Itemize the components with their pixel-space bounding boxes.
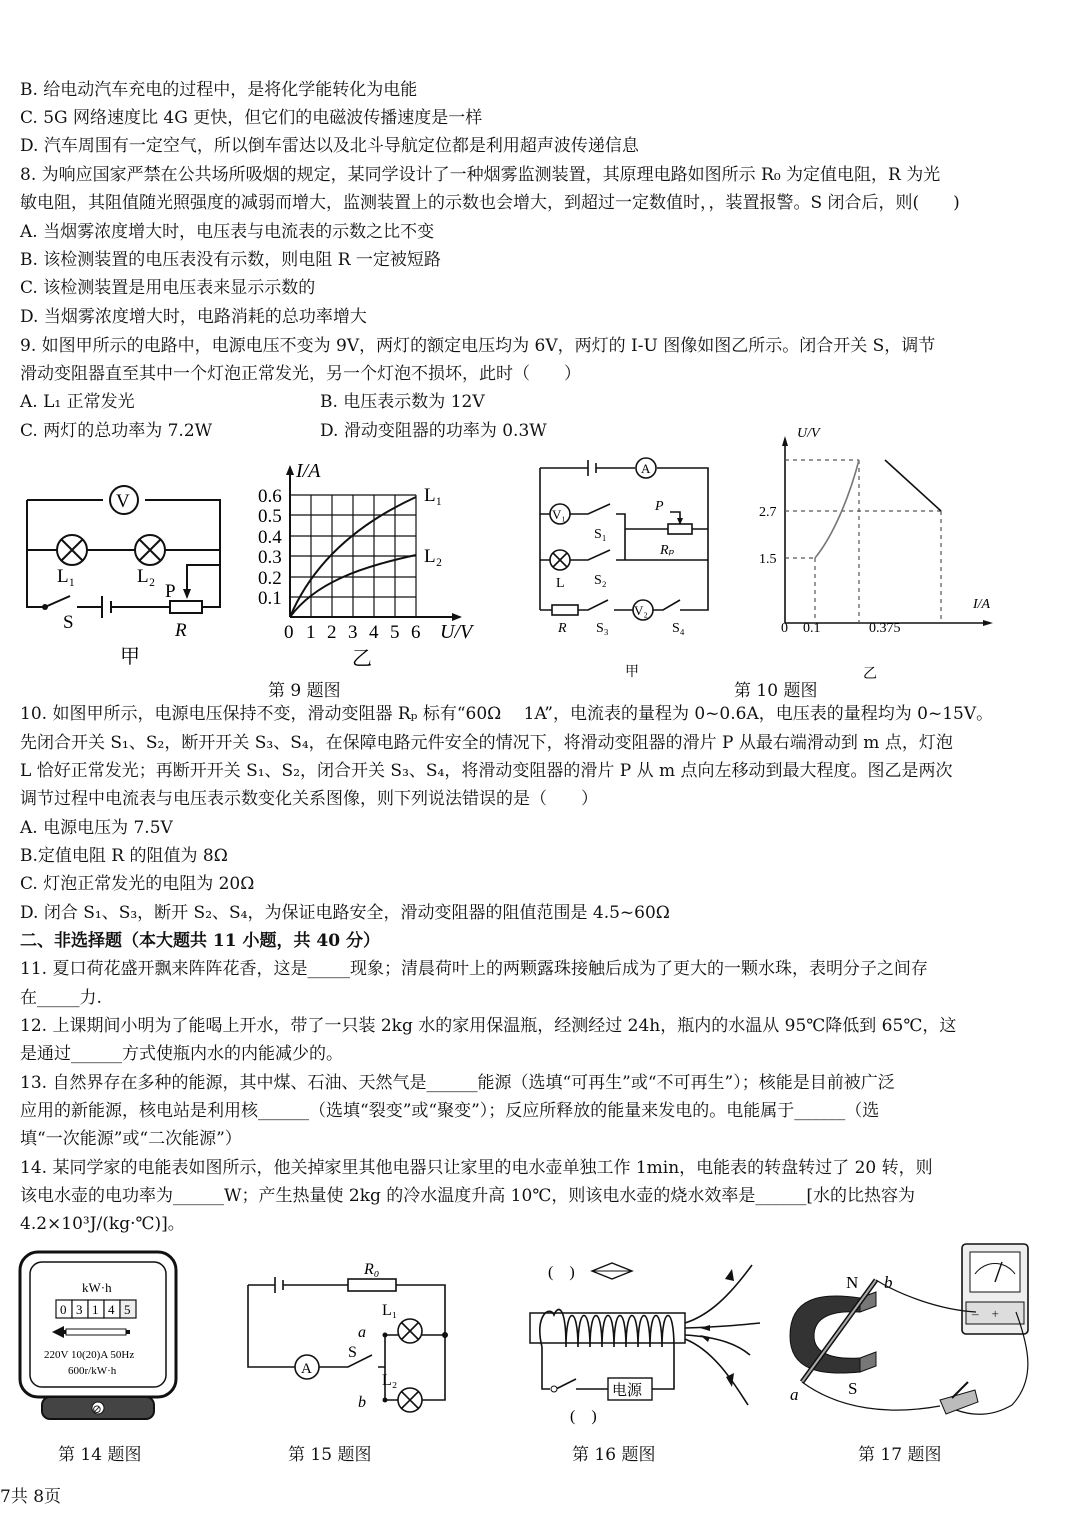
fig14-digit: 4 <box>108 1302 115 1317</box>
fig17-caption: 第 17 题图 <box>858 1445 942 1465</box>
fig15-r0-label: R₀ <box>364 1261 380 1278</box>
fig17-s-label: S <box>848 1379 858 1398</box>
q11-line-1: 11. 夏口荷花盛开飘来阵阵花香，这是_____现象；清晨荷叶上的两颗露珠接触后成为了更大的一颗水珠，表明分子之间存 <box>20 959 928 979</box>
q10-stem-4: 调节过程中电流表与电压表示数变化关系图像，则下列说法错误的是（ ） <box>20 789 598 809</box>
fig9-xtick: 3 <box>348 622 358 643</box>
fig17-n-label: N <box>846 1273 859 1292</box>
fig15-b-label: b <box>358 1394 366 1411</box>
fig9-jia-circuit <box>15 470 245 670</box>
fig9-series-l2: L₂ <box>424 546 443 567</box>
fig15-ammeter-label: A <box>301 1361 312 1377</box>
fig9-ytick: 0.1 <box>258 588 282 609</box>
fig9-xtick: 1 <box>306 622 316 643</box>
fig14-digit: 3 <box>76 1302 83 1317</box>
fig10-xtick: 0 <box>781 621 788 636</box>
q10-option-d: D. 闭合 S₁、S₃，断开 S₂、S₄，为保证电路安全，滑动变阻器的阻值范围是 4.5~60Ω <box>20 903 670 923</box>
q9-option-b: B. 电压表示数为 12V <box>320 392 485 412</box>
fig15-caption: 第 15 题图 <box>288 1445 372 1465</box>
section-heading: 二、非选择题（本大题共 11 小题，共 40 分） <box>20 931 380 951</box>
fig15-a-label: a <box>358 1324 366 1341</box>
fig14-unit: kW·h <box>82 1280 112 1295</box>
fig10-yi-graph <box>745 418 1005 683</box>
q9-option-a: A. L₁ 正常发光 <box>20 392 135 412</box>
fig10-rp-label: Rₚ <box>660 543 675 558</box>
fig9-yi-graph <box>250 455 490 670</box>
fig10-ytick: 2.7 <box>759 505 777 520</box>
q7-option-c: C. 5G 网络速度比 4G 更快，但它们的电磁波传播速度是一样 <box>20 108 483 128</box>
fig9-xtick: 6 <box>411 622 421 643</box>
q7-option-b: B. 给电动汽车充电的过程中，是将化学能转化为电能 <box>20 80 418 100</box>
fig9-ytick: 0.5 <box>258 506 282 527</box>
q11-line-2: 在_____力. <box>20 988 102 1008</box>
page-footer: 7共 8页 <box>0 1487 62 1507</box>
fig14-spec-1: 220V 10(20)A 50Hz <box>44 1349 135 1361</box>
fig10-xtick: 0.375 <box>869 621 901 636</box>
fig15-l2-label: L₂ <box>382 1372 398 1389</box>
fig10-r-label: R <box>558 621 567 636</box>
q10-option-b: B.定值电阻 R 的阻值为 8Ω <box>20 846 228 866</box>
fig9-xtick: 5 <box>390 622 400 643</box>
fig10-v2-label: V₂ <box>634 603 648 618</box>
q9-option-d: D. 滑动变阻器的功率为 0.3W <box>320 421 547 441</box>
fig10-s4-label: S₄ <box>672 621 685 636</box>
fig9-ylabel: I/A <box>296 460 321 482</box>
fig9-p-label: P <box>165 581 176 602</box>
q8-option-b: B. 该检测装置的电压表没有示数，则电阻 R 一定被短路 <box>20 250 441 270</box>
fig10-yi-label: 乙 <box>863 667 877 682</box>
q8-stem-1: 8. 为响应国家严禁在公共场所吸烟的规定，某同学设计了一种烟雾监测装置，其原理电路如图所示 R₀ 为定值电阻，R 为光 <box>20 165 941 185</box>
fig9-ytick: 0.2 <box>258 568 282 589</box>
fig14-energy-meter <box>18 1250 180 1425</box>
fig10-s2-label: S₂ <box>594 573 607 588</box>
fig10-ytick: 1.5 <box>759 552 777 567</box>
fig9-series-l1: L₁ <box>424 485 443 506</box>
fig10-s1-label: S₁ <box>594 527 607 542</box>
fig14-digit: 5 <box>124 1302 131 1317</box>
q8-stem-2: 敏电阻，其阻值随光照强度的减弱而增大，监测装置上的示数也会增大，到超过一定数值时，，装置报警。S 闭合后，则( ) <box>20 193 960 213</box>
fig9-xlabel: U/V <box>440 621 473 643</box>
fig10-xtick: 0.1 <box>803 621 821 636</box>
fig17-a-label: a <box>790 1385 799 1404</box>
fig10-ylabel: U/V <box>797 426 820 441</box>
fig9-ytick: 0.6 <box>258 486 282 507</box>
fig10-ammeter-label: A <box>641 461 651 476</box>
q10-stem-2: 先闭合开关 S₁、S₂，断开开关 S₃、S₄，在保障电路元件安全的情况下，将滑动变阻器的滑片 P 从最右端滑动到 m 点，灯泡 <box>20 733 953 753</box>
q12-line-2: 是通过______方式使瓶内水的内能减少的。 <box>20 1044 343 1064</box>
fig14-symbol: ⊘ <box>92 1402 103 1416</box>
fig10-l-label: L <box>556 576 565 591</box>
q9-stem-1: 9. 如图甲所示的电路中，电源电压不变为 9V，两灯的额定电压均为 6V，两灯的 I-U 图像如图乙所示。闭合开关 S，调节 <box>20 336 936 356</box>
fig10-jia-label: 甲 <box>625 665 639 680</box>
fig10-caption: 第 10 题图 <box>734 681 818 701</box>
fig14-caption: 第 14 题图 <box>58 1445 142 1465</box>
fig10-s3-label: S₃ <box>596 621 609 636</box>
fig16-top-bracket: ( ) <box>548 1264 575 1281</box>
fig9-l2-label: L₂ <box>137 566 156 587</box>
q10-option-c: C. 灯泡正常发光的电阻为 20Ω <box>20 874 255 894</box>
fig16-source-label: 电源 <box>612 1383 643 1399</box>
q8-option-a: A. 当烟雾浓度增大时，电压表与电流表的示数之比不变 <box>20 222 435 242</box>
fig10-v1-label: V₁ <box>552 507 566 522</box>
fig15-l1-label: L₁ <box>382 1302 398 1319</box>
fig9-caption: 第 9 题图 <box>268 681 341 701</box>
q14-line-3: 4.2×10³J/(kg·℃)]。 <box>20 1214 185 1234</box>
q9-option-c: C. 两灯的总功率为 7.2W <box>20 421 213 441</box>
q8-option-d: D. 当烟雾浓度增大时，电路消耗的总功率增大 <box>20 307 367 327</box>
fig16-bottom-bracket: ( ) <box>570 1408 597 1425</box>
fig16-solenoid <box>520 1255 770 1430</box>
fig17-b-label: b <box>884 1273 893 1292</box>
q9-stem-2: 滑动变阻器直至其中一个灯泡正常发光，另一个灯泡不损坏，此时（ ） <box>20 364 581 384</box>
q12-line-1: 12. 上课期间小明为了能喝上开水，带了一只装 2kg 水的家用保温瓶，经测经过 24h，瓶内的水温从 95℃降低到 65℃，这 <box>20 1016 957 1036</box>
fig17-apparatus <box>780 1240 1042 1430</box>
q13-line-3: 填“一次能源”或“二次能源”） <box>20 1129 242 1149</box>
fig10-xlabel: I/A <box>973 597 991 612</box>
fig15-s-label: S <box>348 1344 357 1361</box>
fig16-caption: 第 16 题图 <box>572 1445 656 1465</box>
fig9-xtick: 4 <box>369 622 379 643</box>
svg-text:– +: – + <box>972 1306 999 1321</box>
q14-line-2: 该电水壶的电功率为______W；产生热量使 2kg 的冷水温度升高 10℃，则该电水壶的烧水效率是______[水的比热容为 <box>20 1186 915 1206</box>
fig14-digit: 1 <box>92 1302 99 1317</box>
fig9-r-label: R <box>175 620 187 641</box>
fig9-jia-label: 甲 <box>120 646 140 668</box>
q13-line-1: 13. 自然界存在多种的能源，其中煤、石油、天然气是______能源（选填“可再生”或“不可再生”）；核能是目前被广泛 <box>20 1073 895 1093</box>
fig14-spec-2: 600r/kW·h <box>68 1365 117 1377</box>
q10-option-a: A. 电源电压为 7.5V <box>20 818 173 838</box>
q14-line-1: 14. 某同学家的电能表如图所示，他关掉家里其他电器只让家里的电水壶单独工作 1min，电能表的转盘转过了 20 转，则 <box>20 1158 933 1178</box>
q8-option-c: C. 该检测装置是用电压表来显示示数的 <box>20 278 316 298</box>
fig9-s-label: S <box>63 612 74 633</box>
fig9-xtick: 2 <box>327 622 337 643</box>
q10-stem-3: L 恰好正常发光；再断开开关 S₁、S₂，闭合开关 S₃、S₄，将滑动变阻器的滑片 P 从 m 点向左移动到最大程度。图乙是两次 <box>20 761 953 781</box>
q7-option-d: D. 汽车周围有一定空气，所以倒车雷达以及北斗导航定位都是利用超声波传递信息 <box>20 136 639 156</box>
fig9-voltmeter-label: V <box>116 491 130 512</box>
fig9-xtick: 0 <box>284 622 294 643</box>
fig9-ytick: 0.4 <box>258 527 282 548</box>
q13-line-2: 应用的新能源，核电站是利用核______（选填“裂变”或“聚变”）；反应所释放的能量来发电的。电能属于______（选 <box>20 1101 880 1121</box>
fig9-yi-label: 乙 <box>352 648 372 670</box>
fig14-digit: 0 <box>60 1302 67 1317</box>
fig9-ytick: 0.3 <box>258 547 282 568</box>
fig10-p-label: P <box>655 499 664 514</box>
q10-stem-1: 10. 如图甲所示，电源电压保持不变，滑动变阻器 Rₚ 标有“60Ω 1A”，电流表的量程为 0~0.6A，电压表的量程均为 0~15V。 <box>20 704 994 724</box>
fig15-circuit <box>240 1255 455 1420</box>
fig9-l1-label: L₁ <box>57 566 76 587</box>
fig10-jia-circuit <box>530 452 720 682</box>
